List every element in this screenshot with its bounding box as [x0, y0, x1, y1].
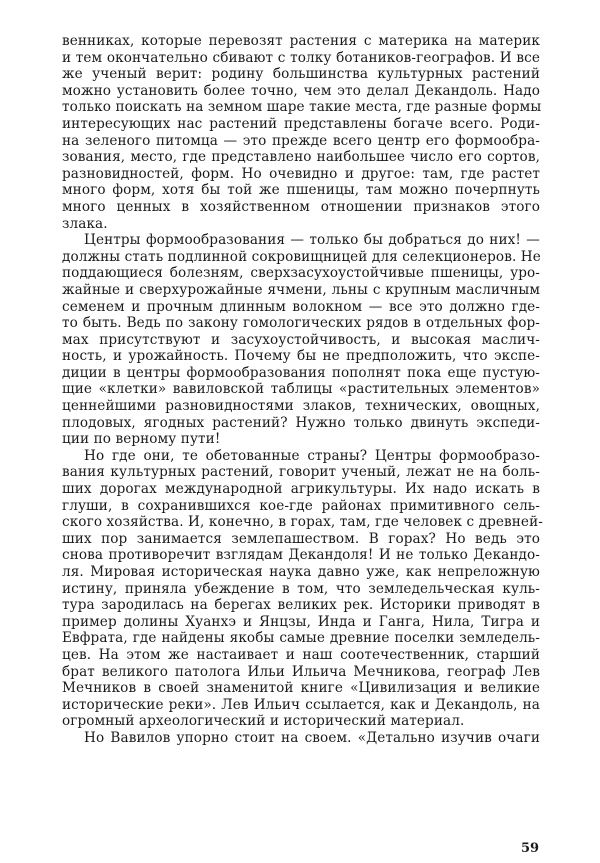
text-line: Но где они, те обетованные страны? Центры формообразо- — [84, 447, 540, 464]
text-line: только поискать на земном шаре такие места, где разные формы — [62, 99, 542, 116]
text-line: то быть. Ведь по закону гомологических рядов в отдельных фор- — [62, 315, 540, 332]
text-line: должны стать подлинной сокровищницей для селекционеров. Не — [62, 248, 541, 265]
text-line: плодовых, ягодных растений? Нужно только двинуть экспеди- — [62, 414, 540, 431]
text-line: же ученый верит: родину большинства культурных растений — [62, 66, 540, 83]
text-line: Мечников в своей знаменитой книге «Цивилизация и великие — [62, 680, 540, 697]
text-line: ского хозяйства. И, конечно, в горах, там, где человек с древней- — [62, 514, 543, 531]
text-line: пример долины Хуанхэ и Янцзы, Инда и Ганга, Нила, Тигра и — [62, 613, 540, 630]
text-line: ность, и урожайность. Почему бы не предположить, что экспе- — [62, 348, 540, 365]
text-line: и тем окончательно сбивают с толку ботаников-географов. И все — [62, 49, 540, 66]
text-line: много форм, хотя бы той же пшеницы, там можно почерпнуть — [62, 182, 540, 199]
text-line: на зеленого питомца — это прежде всего центр его формообра- — [62, 132, 540, 149]
text-line: цев. На этом же настаивает и наш соотечественник, старший — [62, 646, 540, 663]
text-line: ля. Мировая историческая наука давно уже, как непреложную — [62, 564, 540, 580]
text-line: семенем и прочным длинным волокном — все это должно где- — [62, 298, 540, 315]
text-line: зования, место, где представлено наибольшее число его сортов, — [62, 149, 540, 166]
text-line: злака. — [62, 215, 108, 232]
page-number: 59 — [521, 841, 540, 856]
text-line: венниках, которые перевозят растения с материка на материк — [62, 33, 540, 49]
page-body-text — [62, 33, 543, 747]
text-line: истину, приняла убеждение в том, что земледельческая куль- — [62, 580, 540, 597]
text-line: тура зародилась на берегах великих рек. Историки приводят в — [62, 597, 540, 614]
text-line: снова противоречит взглядам Декандоля! И не только Декандо- — [62, 547, 540, 564]
text-line: мах присутствуют и засухоустойчивость, и высокая маслич- — [62, 331, 540, 348]
text-line: разновидностей, форм. Но очевидно и другое: там, где растет — [62, 165, 540, 182]
text-line: можно установить более точно, чем это делал Декандоль. Надо — [62, 82, 540, 99]
text-line: диции в центры формообразования пополнят пока еще пустую- — [62, 364, 540, 381]
text-line: много ценных в хозяйственном отношении признаков этого — [62, 198, 540, 215]
text-line: исторические реки». Лев Ильич ссылается, как и Декандоль, на — [62, 696, 540, 713]
text-line: вания культурных растений, говорит ученый, лежат не на боль- — [62, 464, 540, 481]
text-line: жайные и сверхурожайные ячмени, льны с крупным масличным — [62, 281, 540, 298]
text-line: Но Вавилов упорно стоит на своем. «Детально изучив очаги — [84, 729, 540, 746]
text-line: огромный археологический и исторический материал. — [62, 713, 465, 730]
text-line: Центры формообразования — только бы добраться до них! — — [84, 232, 540, 249]
text-line: поддающиеся болезням, сверхзасухоустойчивые пшеницы, уро- — [62, 265, 540, 282]
text-line: щие «клетки» вавиловской таблицы «растительных элементов» — [62, 381, 540, 398]
text-line: брат великого патолога Ильи Ильича Мечникова, географ Лев — [62, 663, 540, 680]
text-line: ценнейшими разновидностями злаков, технических, овощных, — [62, 398, 540, 415]
text-line: ших дорогах международной агрикультуры. Их надо искать в — [62, 481, 540, 498]
text-line: интересующих нас растений представлены богаче всего. Роди- — [62, 115, 540, 132]
text-line: ции по верному пути! — [62, 431, 221, 448]
text-line: Евфрата, где найдены якобы самые древние поселки земледель- — [62, 630, 540, 647]
text-line: ших пор занимается землепашеством. В горах? Но ведь это — [62, 530, 540, 547]
text-line: глуши, в сохранившихся кое-где районах примитивного сель- — [62, 497, 540, 514]
